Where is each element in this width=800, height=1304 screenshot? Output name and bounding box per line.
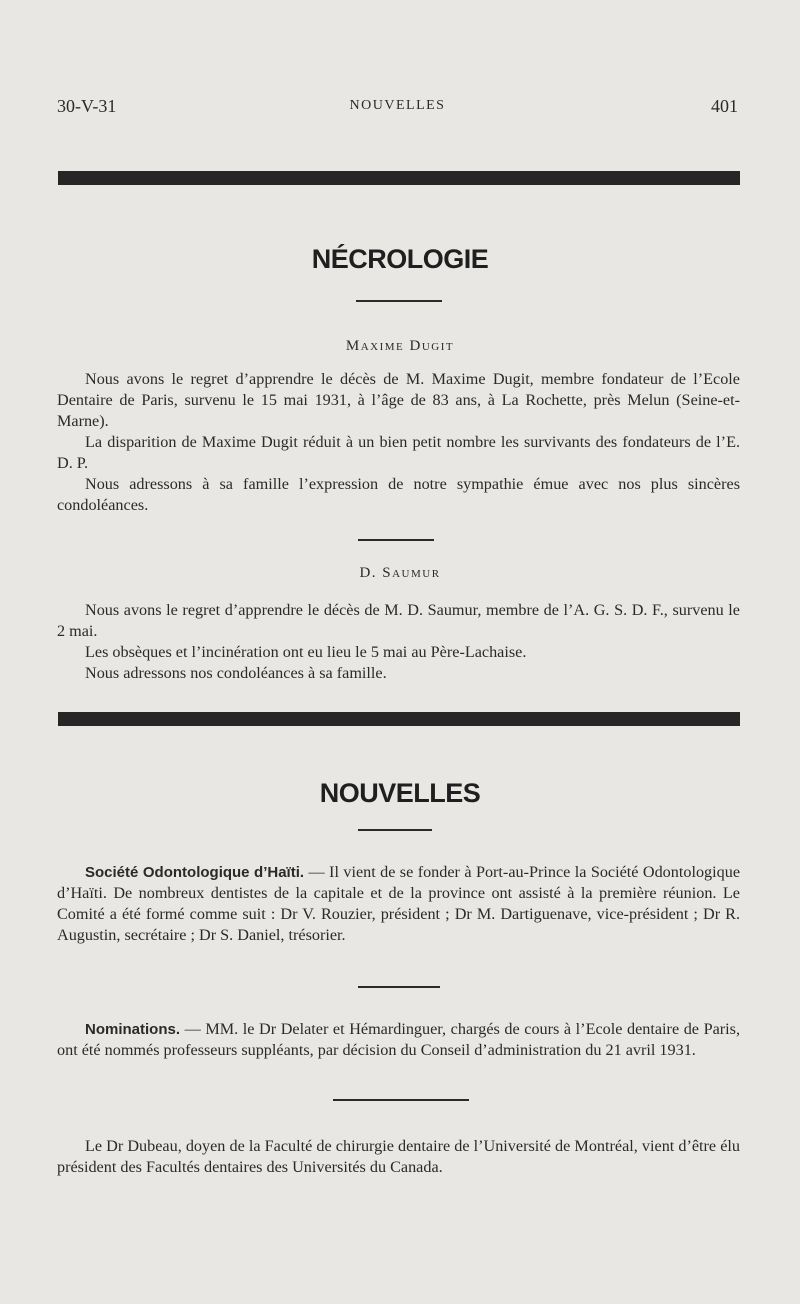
divider-rule <box>333 1099 469 1101</box>
paragraph <box>57 1019 740 1061</box>
news-lead: Société Odontologique d’Haïti. <box>85 864 305 881</box>
divider-rule <box>356 300 442 302</box>
heavy-rule-middle <box>58 712 740 726</box>
necrologie-title: NÉCROLOGIE <box>311 244 489 274</box>
paragraph: Les obsèques et l’incinération ont eu lieu le 5 mai au Père-Lachaise. <box>85 643 527 661</box>
paragraph: La disparition de Maxime Dugit réduit à un bien petit nombre les survivants des fondateurs de l’E. D. P. <box>57 433 740 472</box>
header-date: 30-V-31 <box>57 96 117 116</box>
divider-rule <box>358 539 434 541</box>
divider-rule <box>358 986 440 988</box>
paragraph <box>57 862 740 946</box>
obituary-saumur <box>57 600 740 684</box>
paragraph: Le Dr Dubeau, doyen de la Faculté de chirurgie dentaire de l’Université de Montréal, vient d’être élu président des Facultés dentaires des Universités du Canada. <box>57 1137 740 1176</box>
news-text: — MM. le Dr Delater et Hémardinguer, chargés de cours à l’Ecole dentaire de Paris, ont été nommés professeurs suppléants, par décision du Conseil d’administration du 21 avril 1931. <box>57 1020 740 1059</box>
heavy-rule-top <box>58 171 740 185</box>
page-header <box>57 96 738 120</box>
news-item-nominations <box>57 1019 740 1061</box>
paragraph: Nous adressons nos condoléances à sa famille. <box>85 664 387 682</box>
divider-rule <box>358 829 432 831</box>
paragraph: Nous adressons à sa famille l’expression de notre sympathie émue avec nos plus sincères condoléances. <box>57 475 740 514</box>
obituary-heading-dugit: Maxime Dugit <box>345 338 455 354</box>
obituary-heading-saumur: D. Saumur <box>359 565 441 581</box>
nouvelles-title: NOUVELLES <box>319 778 481 808</box>
page-number: 401 <box>711 96 738 116</box>
obituary-dugit <box>57 369 740 516</box>
paragraph: Nous avons le regret d’apprendre le décès de M. D. Saumur, membre de l’A. G. S. D. F., survenu le 2 mai. <box>57 601 740 640</box>
news-text: — Il vient de se fonder à Port-au-Prince la Société Odontologique d’Haïti. De nombreux dentistes de la capitale et de la province ont assisté à la première réunion. Le Comité a été formé comme suit : Dr V. Rouzier, président ; Dr M. Dartiguenave, vice-président ; Dr R. Augustin, secrétaire ; Dr S. Daniel, trésorier. <box>57 863 740 944</box>
news-item-dubeau <box>57 1136 740 1178</box>
header-section-title: NOUVELLES <box>349 98 446 113</box>
news-item-haiti <box>57 862 740 946</box>
news-lead: Nominations. <box>85 1021 181 1038</box>
paragraph: Nous avons le regret d’apprendre le décès de M. Maxime Dugit, membre fondateur de l’Ecole Dentaire de Paris, survenu le 15 mai 1931, à l’âge de 83 ans, à La Rochette, près Melun (Seine-et-Marne). <box>57 370 740 430</box>
